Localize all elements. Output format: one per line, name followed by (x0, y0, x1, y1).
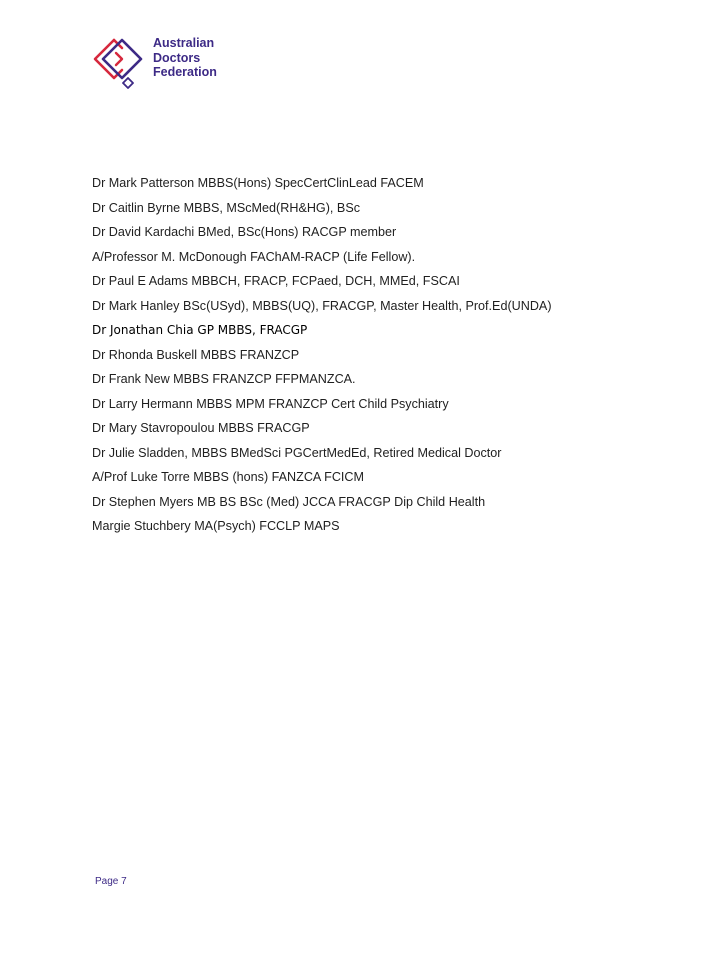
signatory-item: Dr David Kardachi BMed, BSc(Hons) RACGP member (92, 225, 397, 239)
signatory-item: Dr Jonathan Chia GP MBBS, FRACGP (92, 323, 308, 337)
diamond-logo-icon (92, 36, 152, 92)
page-number: Page 7 (95, 876, 127, 887)
signatory-item: A/Professor M. McDonough FAChAM-RACP (Life Fellow). (92, 249, 416, 264)
logo-wordmark (153, 36, 217, 80)
signatory-item: Dr Mark Patterson MBBS(Hons) SpecCertClinLead FACEM (92, 176, 424, 190)
signatory-item: Dr Mary Stavropoulou MBBS FRACGP (92, 421, 310, 435)
logo-line-3: Federation (153, 65, 217, 79)
signatory-item: A/Prof Luke Torre MBBS (hons) FANZCA FCICM (92, 470, 365, 484)
logo-line-2: Doctors (153, 50, 201, 65)
logo-line-1: Australian (153, 36, 215, 50)
signatory-item: Dr Paul E Adams MBBCH, FRACP, FCPaed, DCH, MMEd, FSCAI (92, 274, 460, 288)
organization-logo (92, 36, 232, 92)
signatory-item: Dr Mark Hanley BSc(USyd), MBBS(UQ), FRACGP, Master Health, Prof.Ed(UNDA) (92, 298, 552, 313)
signatory-item: Dr Rhonda Buskell MBBS FRANZCP (92, 347, 300, 362)
signatory-item: Dr Larry Hermann MBBS MPM FRANZCP Cert Child Psychiatry (92, 396, 449, 411)
signatory-item: Dr Frank New MBBS FRANZCP FFPMANZCA. (92, 372, 356, 386)
signatory-item: Dr Julie Sladden, MBBS BMedSci PGCertMedEd, Retired Medical Doctor (92, 445, 502, 460)
signatory-item: Dr Caitlin Byrne MBBS, MScMed(RH&HG), BSc (92, 200, 361, 215)
signatory-item: Margie Stuchbery MA(Psych) FCCLP MAPS (92, 519, 340, 533)
signatory-list (92, 171, 552, 539)
signatory-item: Dr Stephen Myers MB BS BSc (Med) JCCA FRACGP Dip Child Health (92, 494, 486, 509)
